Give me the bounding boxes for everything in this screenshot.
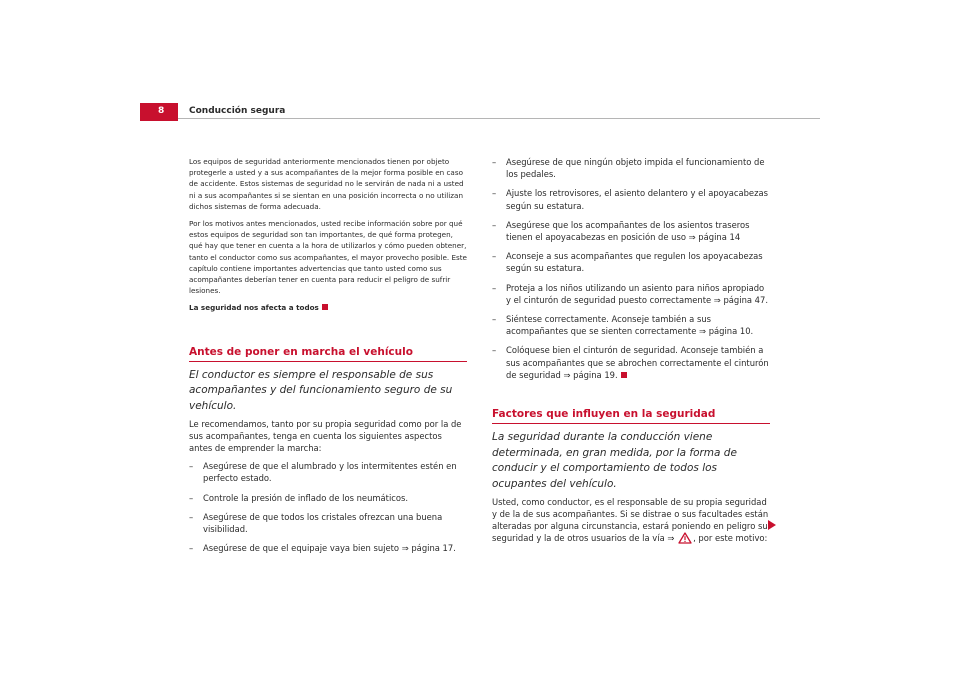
next-page-arrow-icon[interactable]: [767, 519, 777, 531]
body-text-after-warning: , por este motivo:: [693, 533, 768, 544]
section-end-square-icon: [621, 372, 627, 378]
list-item-text: Asegúrese de que el alumbrado y los intermitentes estén en perfecto estado.: [203, 461, 457, 484]
list-item-text: Asegúrese de que el equipaje vaya bien sujeto ⇒ página 17.: [203, 543, 456, 554]
list-item-text: Ajuste los retrovisores, el asiento delantero y el apoyacabezas según su estatura.: [506, 188, 768, 211]
section-end-square-icon: [322, 304, 328, 310]
section-title-before-driving: Antes de poner en marcha el vehículo: [189, 346, 467, 362]
list-item-text: Colóquese bien el cinturón de seguridad. Aconseje también a sus acompañantes que se abrochen correctamente el cinturón de seguridad ⇒ página 19.: [506, 345, 769, 380]
section-subtitle-safety-factors: La seguridad durante la conducción viene determinada, en gran medida, por la forma de conducir y el comportamiento de todos los ocupantes del vehículo.: [492, 431, 737, 490]
list-dash: –: [492, 345, 497, 356]
section-title-safety-factors: Factores que influyen en la seguridad: [492, 408, 770, 424]
list-item: [492, 187, 770, 211]
page-number: 8: [158, 106, 165, 116]
list-dash: –: [492, 314, 497, 325]
header-rule: [178, 118, 820, 119]
list-item: [492, 344, 770, 381]
list-dash: –: [189, 511, 194, 522]
left-column: [189, 156, 467, 561]
list-item: [189, 460, 467, 484]
list-item-text: Siéntese correctamente. Aconseje también a sus acompañantes que se sienten correctamente ⇒ página 10.: [506, 314, 754, 337]
list-item: [492, 313, 770, 337]
checklist-left: [189, 460, 467, 554]
list-item-text: Controle la presión de inflado de los neumáticos.: [203, 492, 409, 503]
list-dash: –: [189, 543, 194, 554]
list-item-text: Proteja a los niños utilizando un asiento para niños apropiado y el cinturón de seguridad puesto correctamente ⇒ página 47.: [506, 282, 768, 305]
right-column: [492, 156, 770, 550]
list-dash: –: [492, 282, 497, 293]
body-text-before-warning: Usted, como conductor, es el responsable de su propia seguridad y de la de sus acompañantes. Si se distrae o sus facultades están alteradas por alguna circunstancia, estará poniendo en peligro su seguridad y la de otros usuarios de la vía ⇒: [492, 497, 769, 544]
list-dash: –: [492, 188, 497, 199]
warning-triangle-icon: [678, 532, 692, 544]
list-item: [492, 156, 770, 180]
intro-paragraph-1: Los equipos de seguridad anteriormente mencionados tienen por objeto protegerle a usted y a sus acompañantes de la mejor forma posible en caso de accidente. Estos sistemas de seguridad no le servirán de nada ni a usted ni a sus acompañantes si se sientan en una posición incorrecta o no utilizan dichos sistemas de forma adecuada.: [189, 157, 464, 211]
list-dash: –: [492, 251, 497, 262]
section-body-before-driving: Le recomendamos, tanto por su propia seguridad como por la de sus acompañantes, tenga en cuenta los siguientes aspectos antes de emprender la marcha:: [189, 419, 462, 454]
list-dash: –: [492, 219, 497, 230]
intro-paragraph-2: Por los motivos antes mencionados, usted recibe información sobre por qué estos equipos de seguridad son tan importantes, de qué forma protegen, qué hay que tener en cuenta a la hora de utilizarlos y cómo pueden obtener, tanto el conductor como sus acompañantes, el mayor provecho posible. Este capítulo contiene importantes advertencias que tanto usted como sus acompañantes deberían tener en cuenta para reducir el peligro de sufrir lesiones.: [189, 219, 467, 296]
list-item: [492, 282, 770, 306]
list-item-text: Asegúrese que los acompañantes de los asientos traseros tienen el apoyacabezas en posición de uso ⇒ página 14: [506, 219, 750, 243]
list-item-text: Asegúrese de que ningún objeto impida el funcionamiento de los pedales.: [506, 157, 765, 180]
chapter-title: Conducción segura: [189, 106, 286, 116]
list-dash: –: [492, 157, 497, 167]
checklist-right: [492, 156, 770, 381]
list-dash: –: [189, 492, 194, 503]
list-item-text: Asegúrese de que todos los cristales ofrezcan una buena visibilidad.: [203, 511, 443, 534]
list-item: [492, 250, 770, 274]
list-item: [189, 492, 467, 504]
section-subtitle-before-driving: El conductor es siempre el responsable de sus acompañantes y del funcionamiento seguro de su vehículo.: [189, 368, 453, 412]
intro-bold-line: [189, 302, 467, 313]
list-item: [492, 219, 770, 243]
list-item-text: Aconseje a sus acompañantes que regulen los apoyacabezas según su estatura.: [506, 251, 763, 274]
list-item: [189, 542, 467, 554]
section-body-safety-factors: [492, 496, 770, 544]
list-dash: –: [189, 461, 194, 472]
intro-bold-text: La seguridad nos afecta a todos: [189, 303, 319, 313]
list-item: [189, 511, 467, 535]
